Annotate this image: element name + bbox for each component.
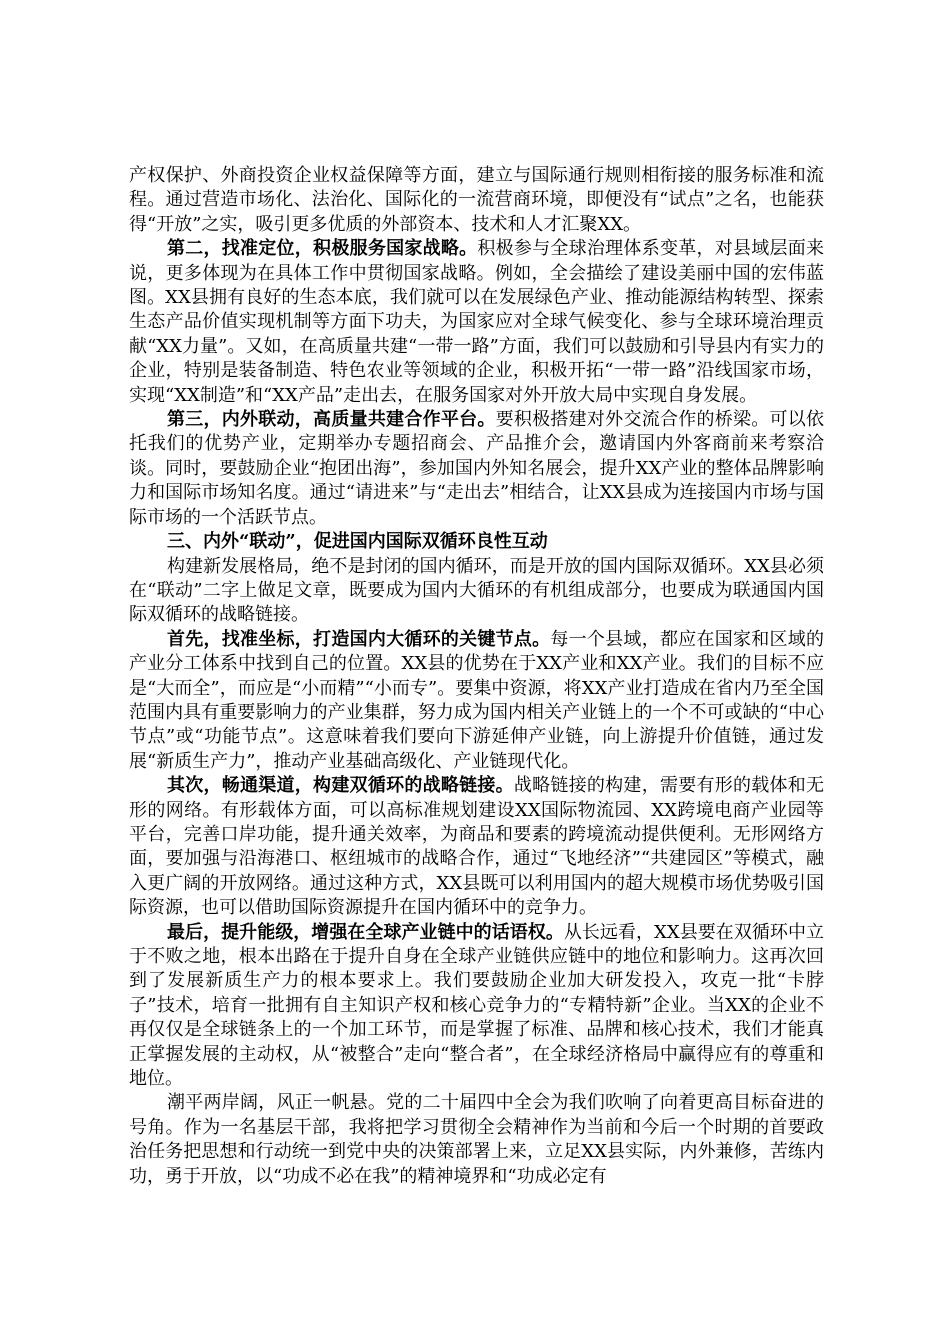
paragraph-lead: 最后，提升能级，增强在全球产业链中的话语权。 [167,921,564,943]
paragraph-body: 每一个县域，都应在国家和区域的产业分工体系中找到自己的位置。XX县的优势在于XX产业和XX产业。我们的目标不应是“大而全”，而应是“小而精”“小而专”。要集中资源，将XX产业打造成在省内乃至全国范围内具有重要影响力的产业集群，努力成为国内相关产业链上的一个不可或缺的“中心节点”或“功能节点”。这意味着我们要向下游延伸产业链，向上游提升价值链，通过发展“新质生产力”，推动产业基础高级化、产业链现代化。 [129,628,825,772]
paragraph-body: 积极参与全球治理体系变革，对县域层面来说，更多体现为在具体工作中贯彻国家战略。例如，全会描绘了建设美丽中国的宏伟蓝图。XX县拥有良好的生态本底，我们就可以在发展绿色产业、推动能源结构转型、探索生态产品价值实现机制等方面下功夫，为国家应对全球气候变化、参与全球环境治理贡献“XX力量”。又如，在高质量共建“一带一路”方面，我们可以鼓励和引导县内有实力的企业，特别是装备制造、特色农业等领域的企业，积极开拓“一带一路”沿线国家市场，实现“XX制造”和“XX产品”走出去，在服务国家对外开放大局中实现自身发展。 [129,238,825,406]
paragraph-lead: 第三，内外联动，高质量共建合作平台。 [167,409,496,431]
paragraph-body: 战略链接的构建，需要有形的载体和无形的网络。有形载体方面，可以高标准规划建设XX国际物流园、XX跨境电商产业园等平台，完善口岸功能，提升通关效率，为商品和要素的跨境流动提供便利。无形网络方面，要加强与沿海港口、枢纽城市的战略合作，通过“飞地经济”“共建园区”等模式，融入更广阔的开放网络。通过这种方式，XX县既可以利用国内的超大规模市场优势吸引国际资源，也可以借助国际资源提升在国内循环中的竞争力。 [129,775,825,919]
paragraph-lead: 首先，找准坐标，打造国内大循环的关键节点。 [167,628,551,650]
paragraph-lead: 第二，找准定位，积极服务国家战略。 [167,238,478,260]
paragraph-6 [129,921,824,1092]
paragraph-4 [129,628,824,774]
paragraph-body: 潮平两岸阔，风正一帆悬。党的二十届四中全会为我们吹响了向着更高目标奋进的号角。作为一名基层干部，我将把学习贯彻全会精神作为当前和今后一个时期的首要政治任务把思想和行动统一到党中央的决策部署上来，立足XX县实际，内外兼修，苦练内功，勇于开放，以“功成不必在我”的精神境界和“功成必定有 [129,1092,824,1187]
section-heading: 三、内外“联动”，促进国内国际双循环良性互动 [167,531,548,553]
paragraph-body: 构建新发展格局，绝不是封闭的国内循环，而是开放的国内国际双循环。XX县必须在“联动”二字上做足文章，既要成为国内大循环的有机组成部分，也要成为联通国内国际双循环的战略链接。 [129,555,824,626]
paragraph-2 [129,408,824,530]
paragraph-body: 从长远看，XX县要在双循环中立于不败之地，根本出路在于提升自身在全球产业链供应链中的地位和影响力。这再次回到了发展新质生产力的根本要求上。我们要鼓励企业加大研发投入，攻克一批“卡脖子”技术，培育一批拥有自主知识产权和核心竞争力的“专精特新”企业。当XX的企业不再仅仅是全球链条上的一个加工环节，而是掌握了标准、品牌和核心技术，我们才能真正掌握发展的主动权，从“被整合”走向“整合者”，在全球经济格局中赢得应有的尊重和地位。 [129,921,824,1090]
paragraph-1 [129,237,824,408]
paragraph-body: 产权保护、外商投资企业权益保障等方面，建立与国际通行规则相衔接的服务标准和流程。通过营造市场化、法治化、国际化的一流营商环境，即便没有“试点”之名，也能获得“开放”之实，吸引更多优质的外部资本、技术和人才汇聚XX。 [129,165,824,235]
document-page [129,164,824,1189]
paragraph-lead: 其次，畅通渠道，构建双循环的战略链接。 [167,775,514,797]
paragraph-3 [129,555,824,628]
paragraph-7 [129,1091,824,1189]
paragraph-0 [129,164,824,237]
paragraph-body: 要积极搭建对外交流合作的桥梁。可以依托我们的优势产业，定期举办专题招商会、产品推介会，邀请国内外客商前来考察洽谈。同时，要鼓励企业“抱团出海”，参加国内外知名展会，提升XX产业的整体品牌影响力和国际市场知名度。通过“请进来”与“走出去”相结合，让XX县成为连接国内市场与国际市场的一个活跃节点。 [129,409,825,528]
paragraph-5 [129,774,824,920]
